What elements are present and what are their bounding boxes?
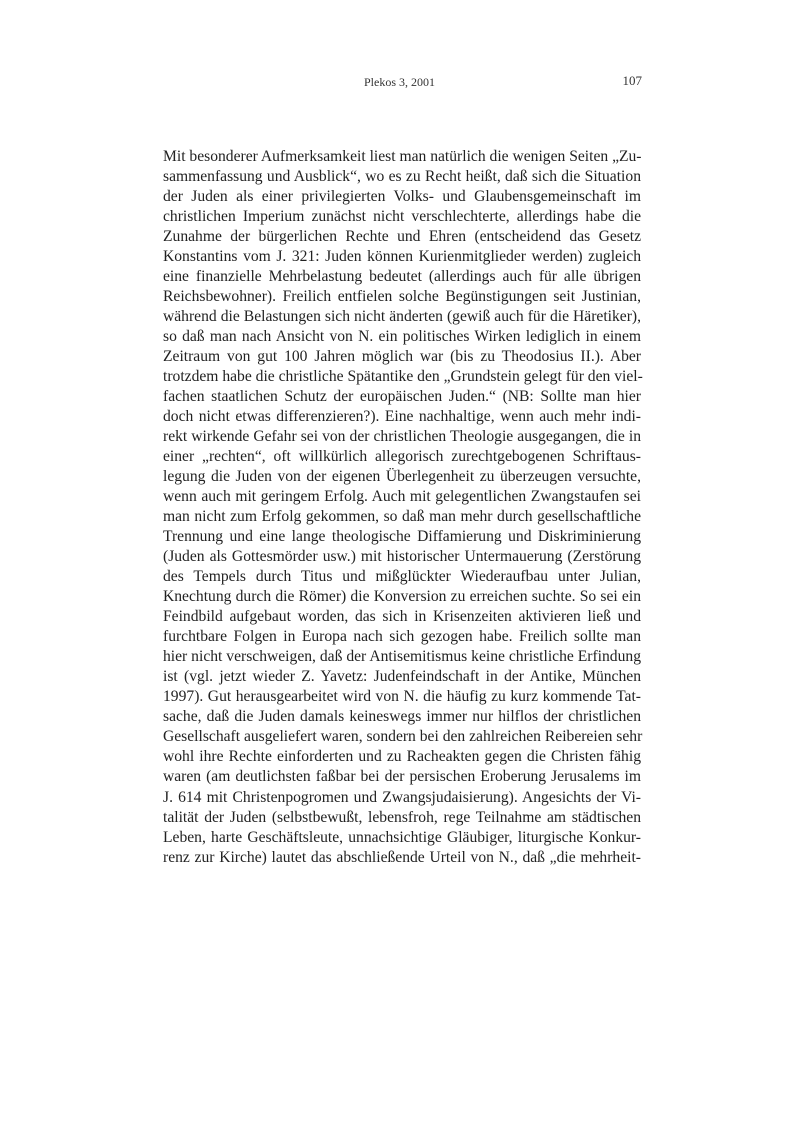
text-line: renz zur Kirche) lautet das abschließende Urteil von N., daß „die mehrheit- [163, 848, 641, 866]
text-line: der Juden als einer privilegierten Volks- und Glaubensgemeinschaft im [163, 188, 641, 206]
text-line: rekt wirkende Gefahr sei von der christlichen Theologie ausgegangen, die in [163, 428, 641, 446]
page-number: 107 [622, 73, 642, 88]
text-line: einer „rechten“, oft willkürlich allegorisch zurechtgebogenen Schriftaus- [163, 448, 641, 466]
text-line: ist (vgl. jetzt wieder Z. Yavetz: Judenfeindschaft in der Antike, München [163, 668, 641, 686]
text-line: Leben, harte Geschäftsleute, unnachsichtige Gläubiger, liturgische Konkur- [163, 828, 641, 846]
text-line: wohl ihre Rechte einforderten und zu Racheakten gegen die Christen fähig [163, 748, 641, 766]
text-line: hier nicht verschweigen, daß der Antisemitismus keine christliche Erfindung [163, 648, 641, 666]
text-line: Feindbild aufgebaut worden, das sich in Krisenzeiten aktivieren ließ und [163, 608, 641, 626]
text-line: Knechtung durch die Römer) die Konversion zu erreichen suchte. So sei ein [163, 588, 641, 606]
text-line: so daß man nach Ansicht von N. ein politisches Wirken lediglich in einem [163, 328, 641, 346]
text-line: fachen staatlichen Schutz der europäischen Juden.“ (NB: Sollte man hier [163, 388, 641, 406]
journal-title: Plekos 3, 2001 [363, 75, 435, 89]
text-line: legung die Juden von der eigenen Überlegenheit zu überzeugen versuchte, [163, 468, 641, 486]
text-line: während die Belastungen sich nicht änderten (gewiß auch für die Häretiker), [163, 308, 641, 326]
text-line: talität der Juden (selbstbewußt, lebensfroh, rege Teilnahme am städtischen [163, 808, 641, 826]
text-line: sammenfassung und Ausblick“, wo es zu Recht heißt, daß sich die Situation [163, 168, 641, 186]
text-line: man nicht zum Erfolg gekommen, so daß man mehr durch gesellschaftliche [163, 508, 641, 526]
text-line: Konstantins vom J. 321: Juden können Kurienmitglieder werden) zugleich [163, 248, 641, 266]
text-line: J. 614 mit Christenpogromen und Zwangsjudaisierung). Angesichts der Vi- [163, 788, 641, 806]
text-line: waren (am deutlichsten faßbar bei der persischen Eroberung Jerusalems im [163, 768, 641, 786]
text-line: Trennung und eine lange theologische Diffamierung und Diskriminierung [163, 528, 641, 546]
text-line: Zeitraum von gut 100 Jahren möglich war (bis zu Theodosius II.). Aber [163, 348, 641, 366]
text-line: Zunahme der bürgerlichen Rechte und Ehren (entscheidend das Gesetz [163, 228, 641, 246]
text-line: eine finanzielle Mehrbelastung bedeutet (allerdings auch für alle übrigen [163, 268, 641, 286]
text-line: doch nicht etwas differenzieren?). Eine nachhaltige, wenn auch mehr indi- [163, 408, 641, 426]
text-line: trotzdem habe die christliche Spätantike den „Grundstein gelegt für den viel- [163, 368, 643, 386]
text-line: Mit besonderer Aufmerksamkeit liest man natürlich die wenigen Seiten „Zu- [163, 148, 642, 165]
text-line: Gesellschaft ausgeliefert waren, sondern bei den zahlreichen Reibereien sehr [163, 728, 643, 746]
text-line: furchtbare Folgen in Europa nach sich gezogen habe. Freilich sollte man [163, 628, 641, 646]
body-text [163, 147, 641, 868]
text-line: des Tempels durch Titus und mißglückter Wiederaufbau unter Julian, [163, 568, 641, 586]
text-line: sache, daß die Juden damals keineswegs immer nur hilflos der christlichen [163, 708, 641, 726]
text-line: (Juden als Gottesmörder usw.) mit historischer Untermauerung (Zerstörung [163, 548, 641, 566]
text-line: wenn auch mit geringem Erfolg. Auch mit gelegentlichen Zwangstaufen sei [163, 488, 641, 506]
text-line: Reichsbewohner). Freilich entfielen solche Begünstigungen seit Justinian, [163, 288, 641, 306]
text-line: christlichen Imperium zunächst nicht verschlechterte, allerdings habe die [163, 208, 641, 226]
text-line: 1997). Gut herausgearbeitet wird von N. die häufig zu kurz kommende Tat- [163, 688, 641, 706]
